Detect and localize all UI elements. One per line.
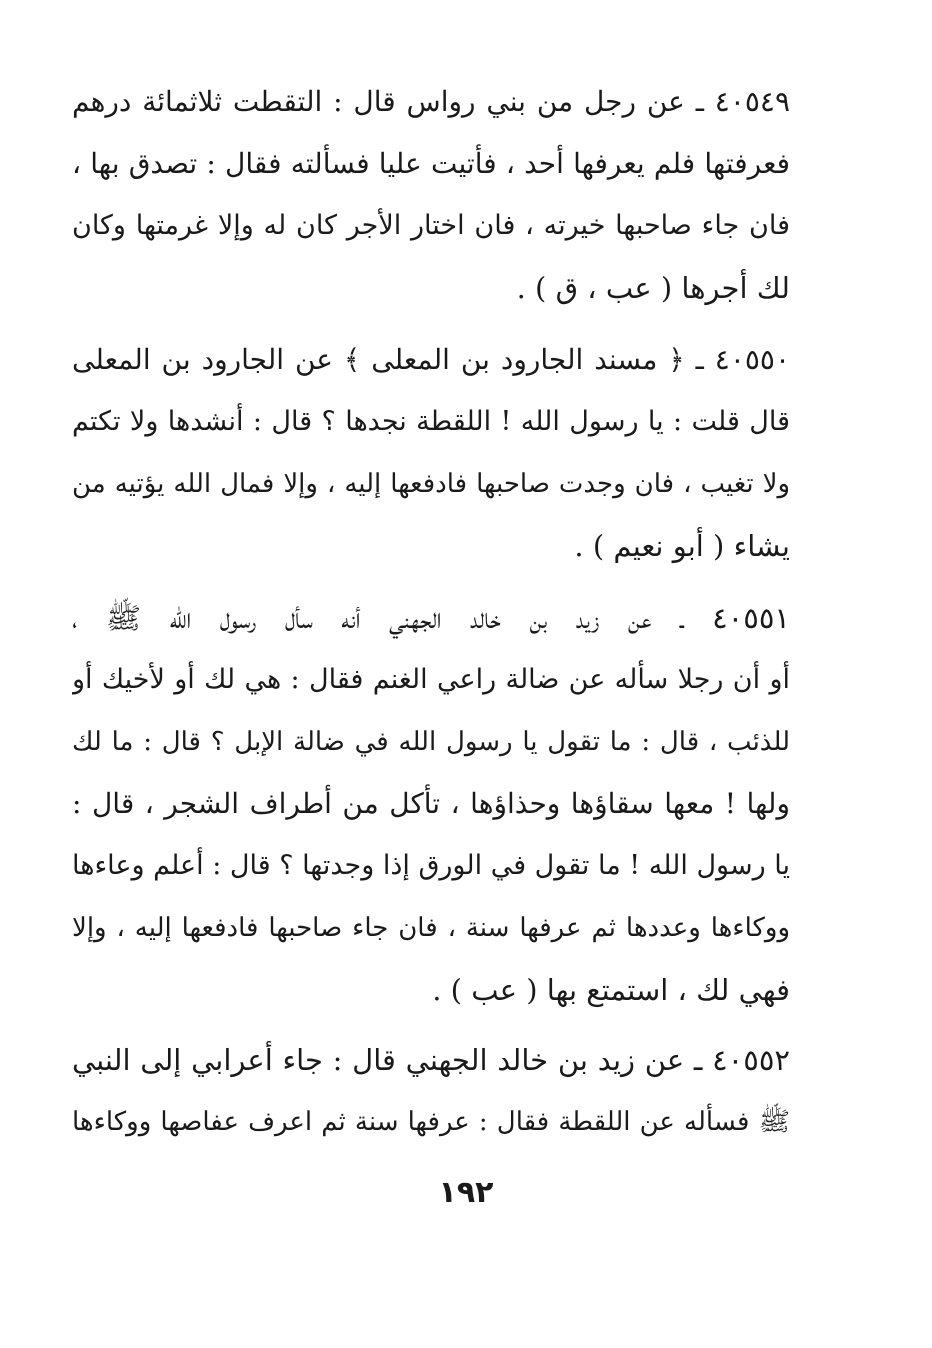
hadith-40550-line-4: يشاء ( أبو نعيم ) .: [574, 529, 790, 563]
hadith-40549-line-2: فعرفتها فلم يعرفها أحد ، فأتيت عليا فسألته فقال : تصدق بها ،: [72, 147, 790, 180]
page-number: ١٩٢: [438, 1175, 494, 1210]
hadith-40550-line-1: ٤٠٥٥٠ ـ ﴿ مسند الجارود بن المعلى ﴾ عن الجارود بن المعلى: [72, 343, 790, 376]
hadith-40550-line-3: ولا تغيب ، فان وجدت صاحبها فادفعها إليه ، وإلا فمال الله يؤتيه من: [72, 469, 790, 499]
hadith-40551-line-1: ٤٠٥٥١ ـ عن زيد بن خالد الجهني أنه سأل رسول الله ﷺ ،: [72, 601, 790, 635]
hadith-40549-line-1: ٤٠٥٤٩ ـ عن رجل من بني رواس قال : التقطت ثلاثمائة درهم: [72, 85, 790, 118]
hadith-40551-line-4: ولها ! معها سقاؤها وحذاؤها ، تأكل من أطراف الشجر ، قال :: [72, 787, 790, 820]
hadith-40551-line-3: للذئب ، قال : ما تقول يا رسول الله في ضالة الإبل ؟ قال : ما لك: [72, 727, 790, 757]
hadith-40551-line-7: فهي لك ، استمتع بها ( عب ) .: [432, 973, 790, 1007]
hadith-40551-line-6: ووكاءها وعددها ثم عرفها سنة ، فان جاء صاحبها فادفعها إليه ، وإلا: [72, 913, 790, 943]
hadith-40552-line-2: ﷺ فسأله عن اللقطة فقال : عرفها سنة ثم اعرف عفاصها ووكاءها: [72, 1107, 790, 1137]
hadith-40552-line-1: ٤٠٥٥٢ ـ عن زيد بن خالد الجهني قال : جاء أعرابي إلى النبي: [72, 1043, 790, 1077]
hadith-40550-line-2: قال قلت : يا رسول الله ! اللقطة نجدها ؟ قال : أنشدها ولا تكتم: [72, 406, 790, 437]
hadith-40551-line-5: يا رسول الله ! ما تقول في الورق إذا وجدتها ؟ قال : أعلم وعاءها: [72, 850, 790, 881]
hadith-40549-line-3: فان جاء صاحبها خيرته ، فان اختار الأجر كان له وإلا غرمتها وكان: [72, 210, 790, 241]
hadith-40551-line-2: أو أن رجلا سأله عن ضالة راعي الغنم فقال : هي لك أو لأخيك أو: [72, 664, 790, 695]
hadith-40549-line-4: لك أجرها ( عب ، ق ) .: [516, 271, 790, 305]
